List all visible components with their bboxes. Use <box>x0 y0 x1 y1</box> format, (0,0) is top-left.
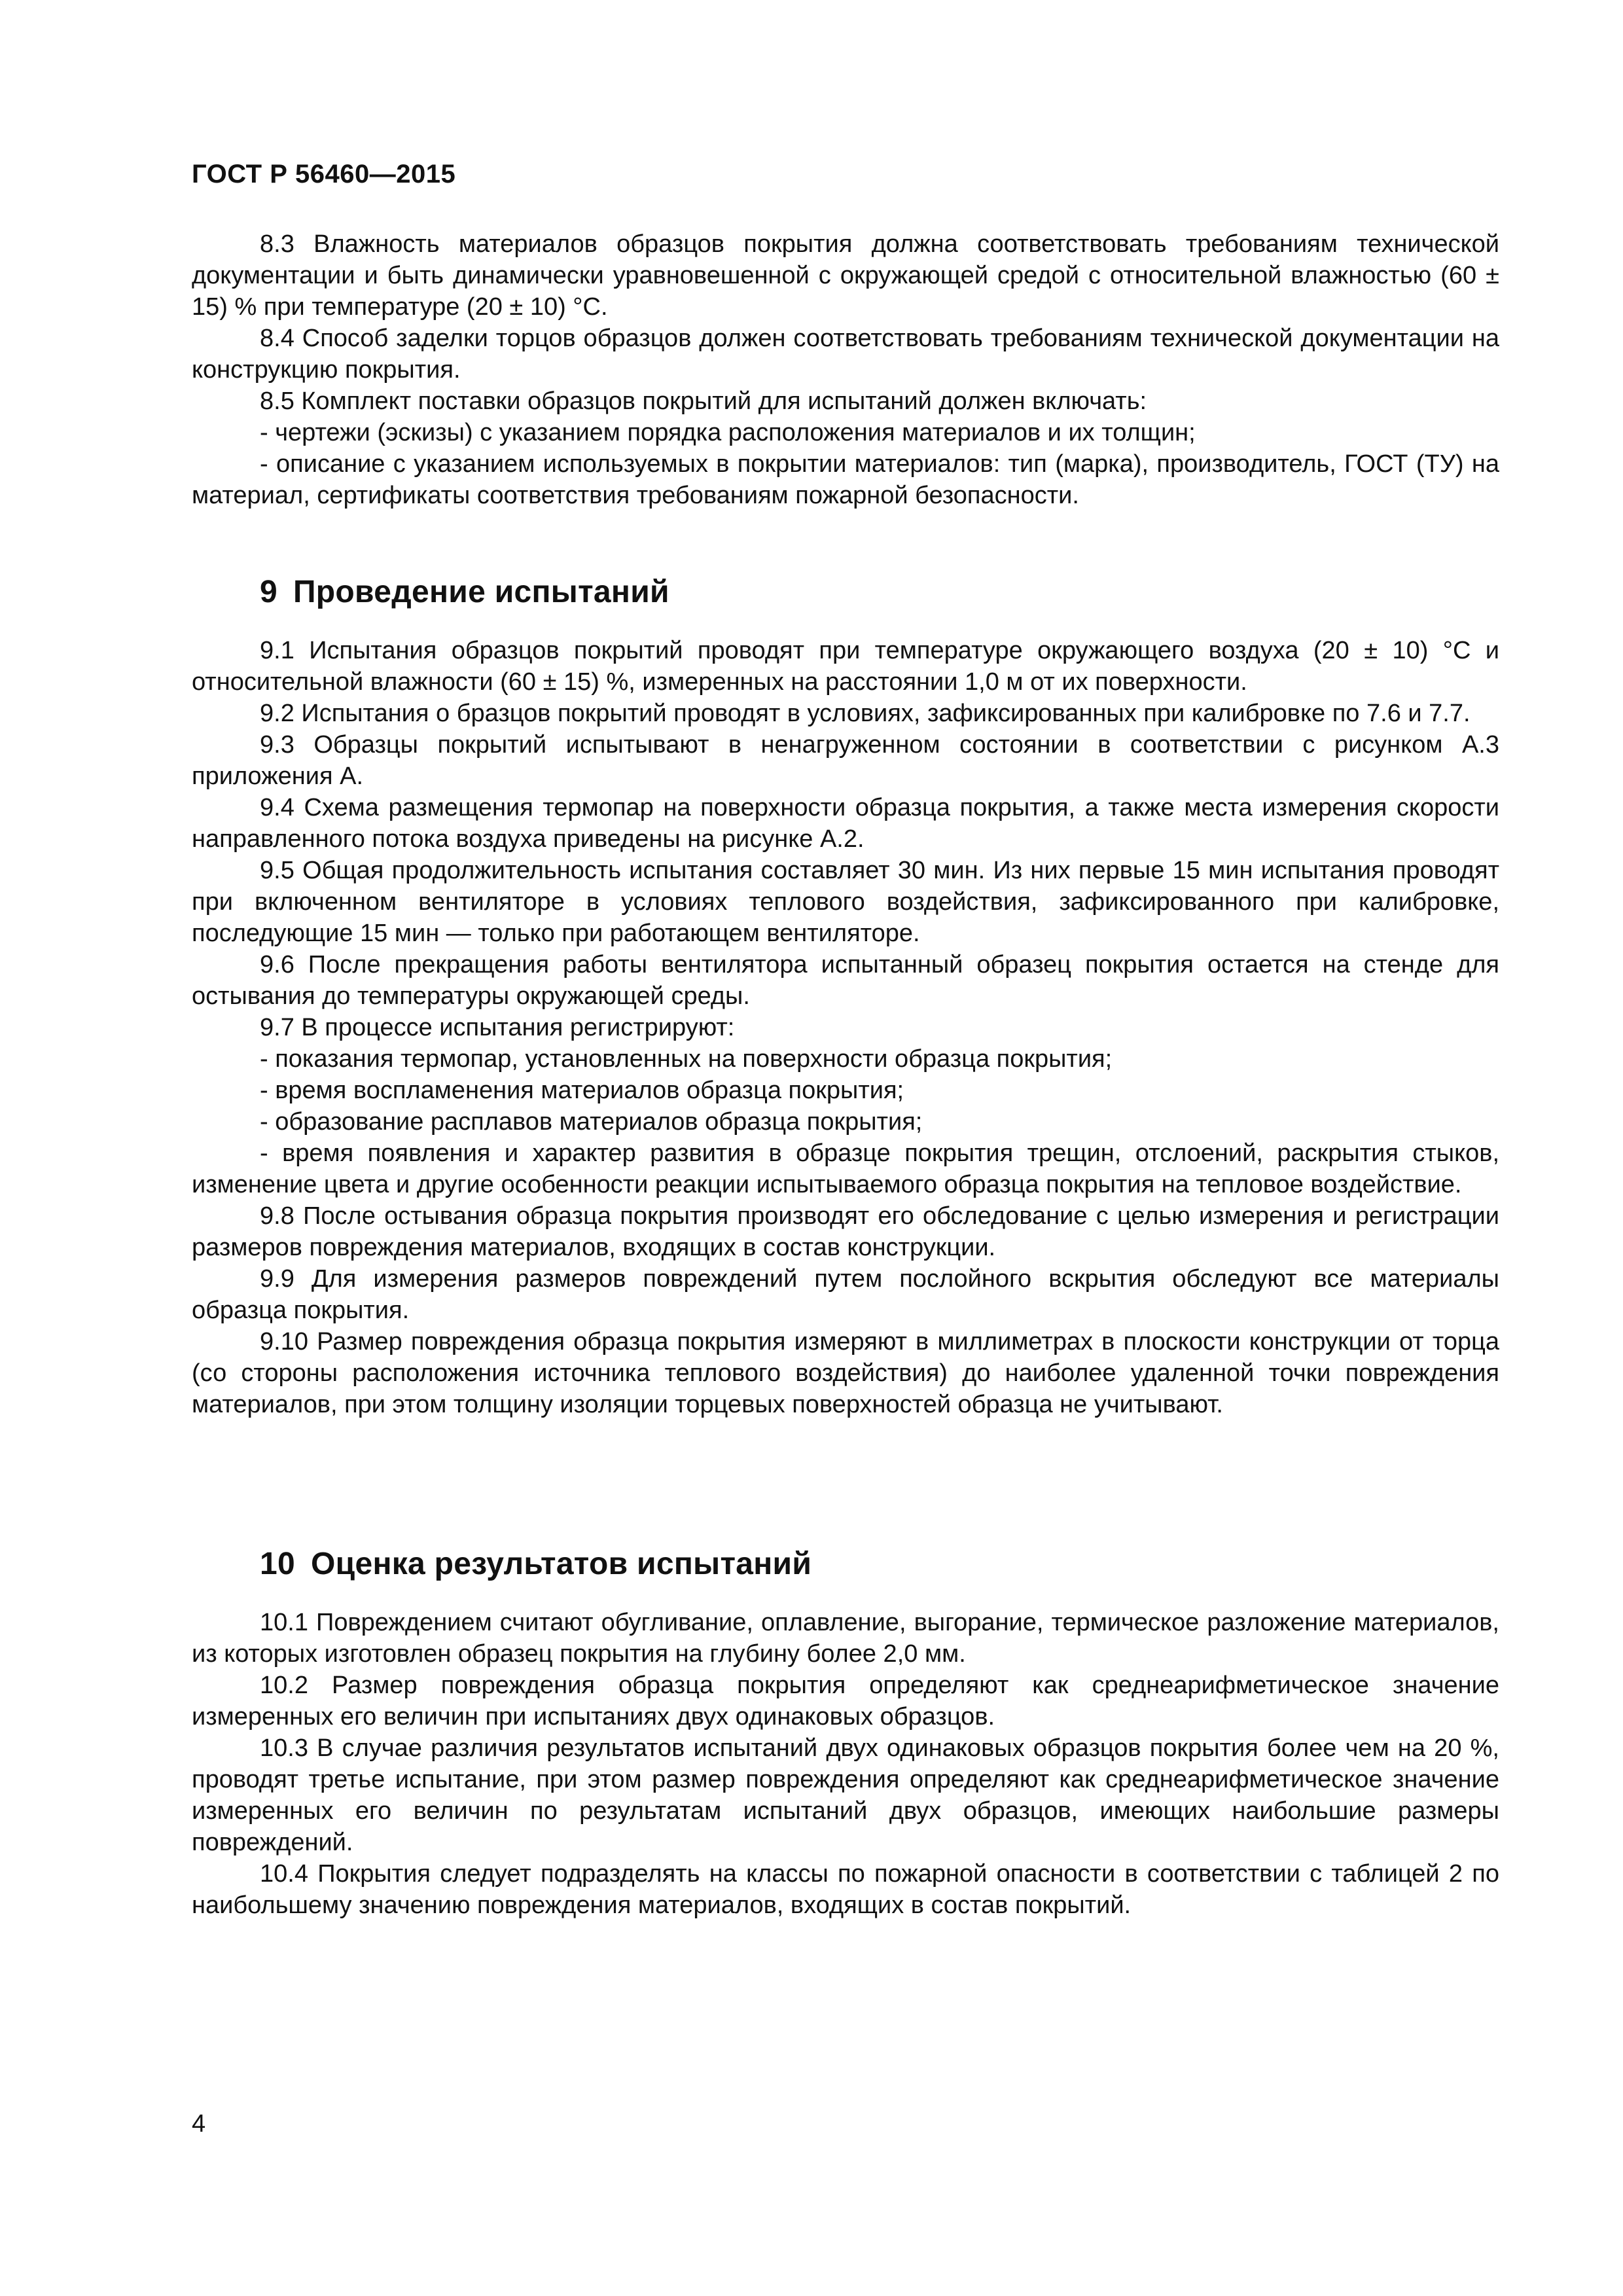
list-item-drawings: - чертежи (эскизы) с указанием порядка расположения материалов и их толщин; <box>260 419 1196 446</box>
section-10-heading <box>260 1546 812 1582</box>
section-10-number: 10 <box>260 1547 295 1581</box>
paragraph-9-7: 9.7 В процессе испытания регистрируют: <box>260 1014 735 1041</box>
section-9-heading <box>260 574 669 610</box>
section-8-continuation <box>192 228 1499 511</box>
section-9-number: 9 <box>260 575 277 609</box>
paragraph-9-5: 9.5 Общая продолжительность испытания составляет 30 мин. Из них первые 15 мин испытания проводят при включенном вентиляторе в условиях теплового воздействия, зафиксированного при калибровке, последующие 15 мин — только при работающем вентиляторе. <box>192 857 1499 947</box>
section-9-title: Проведение испытаний <box>293 575 669 609</box>
paragraph-9-2: 9.2 Испытания о бразцов покрытий проводят в условиях, зафиксированных при калибровке по 7.6 и 7.7. <box>260 700 1471 727</box>
section-10-body <box>192 1607 1499 1921</box>
list-item-description: - описание с указанием используемых в покрытии материалов: тип (марка), производитель, ГОСТ (ТУ) на материал, сертификаты соответствия требованиям пожарной безопасности. <box>192 450 1499 509</box>
paragraph-8-3: 8.3 Влажность материалов образцов покрытия должна соответствовать требованиям технической документации и быть динамически уравновешенной с окружающей средой с относительной влажностью (60 ± 15) % при температуре (20 ± 10) °С. <box>192 230 1499 321</box>
paragraph-9-1: 9.1 Испытания образцов покрытий проводят при температуре окружающего воздуха (20 ± 10) °С и относительной влажности (60 ± 15) %, измеренных на расстоянии 1,0 м от их поверхности. <box>192 637 1499 696</box>
paragraph-10-1: 10.1 Повреждением считают обугливание, оплавление, выгорание, термическое разложение материалов, из которых изготовлен образец покрытия на глубину более 2,0 мм. <box>192 1609 1499 1668</box>
paragraph-9-4: 9.4 Схема размещения термопар на поверхности образца покрытия, а также места измерения скорости направленного потока воздуха приведены на рисунке А.2. <box>192 794 1499 853</box>
list-item-thermocouples: - показания термопар, установленных на поверхности образца покрытия; <box>260 1045 1113 1073</box>
list-item-melts: - образование расплавов материалов образца покрытия; <box>260 1108 923 1136</box>
list-item-cracks: - время появления и характер развития в образце покрытия трещин, отслоений, раскрытия стыков, изменение цвета и другие особенности реакции испытываемого образца покрытия на тепловое воздействие. <box>192 1139 1499 1198</box>
page-number: 4 <box>192 2110 206 2138</box>
paragraph-8-5: 8.5 Комплект поставки образцов покрытий для испытаний должен включать: <box>260 387 1147 415</box>
section-9-body <box>192 635 1499 1420</box>
paragraph-10-4: 10.4 Покрытия следует подразделять на классы по пожарной опасности в соответствии с таблицей 2 по наибольшему значению повреждения материалов, входящих в состав покрытий. <box>192 1860 1499 1919</box>
paragraph-9-6: 9.6 После прекращения работы вентилятора испытанный образец покрытия остается на стенде для остывания до температуры окружающей среды. <box>192 951 1499 1010</box>
paragraph-9-9: 9.9 Для измерения размеров повреждений путем послойного вскрытия обследуют все материалы образца покрытия. <box>192 1265 1499 1324</box>
paragraph-9-8: 9.8 После остывания образца покрытия производят его обследование с целью измерения и регистрации размеров повреждения материалов, входящих в состав конструкции. <box>192 1202 1499 1261</box>
paragraph-10-3: 10.3 В случае различия результатов испытаний двух одинаковых образцов покрытия более чем на 20 %, проводят третье испытание, при этом размер повреждения определяют как среднеарифметическое значение измеренных его величин по результатам испытаний двух образцов, имеющих наибольшие размеры повреждений. <box>192 1734 1499 1856</box>
paragraph-8-4: 8.4 Способ заделки торцов образцов должен соответствовать требованиям технической документации на конструкцию покрытия. <box>192 325 1499 384</box>
list-item-ignition-time: - время воспламенения материалов образца покрытия; <box>260 1077 904 1104</box>
section-10-title: Оценка результатов испытаний <box>311 1547 812 1581</box>
paragraph-9-10: 9.10 Размер повреждения образца покрытия измеряют в миллиметрах в плоскости конструкции от торца (со стороны расположения источника теплового воздействия) до наиболее удаленной точки повреждения материалов, при этом толщину изоляции торцевых поверхностей образца не учитывают. <box>192 1328 1499 1418</box>
paragraph-10-2: 10.2 Размер повреждения образца покрытия определяют как среднеарифметическое значение измеренных его величин при испытаниях двух одинаковых образцов. <box>192 1672 1499 1731</box>
standard-header: ГОСТ Р 56460—2015 <box>192 160 456 188</box>
paragraph-9-3: 9.3 Образцы покрытий испытывают в ненагруженном состоянии в соответствии с рисунком А.3 приложения А. <box>192 731 1499 790</box>
